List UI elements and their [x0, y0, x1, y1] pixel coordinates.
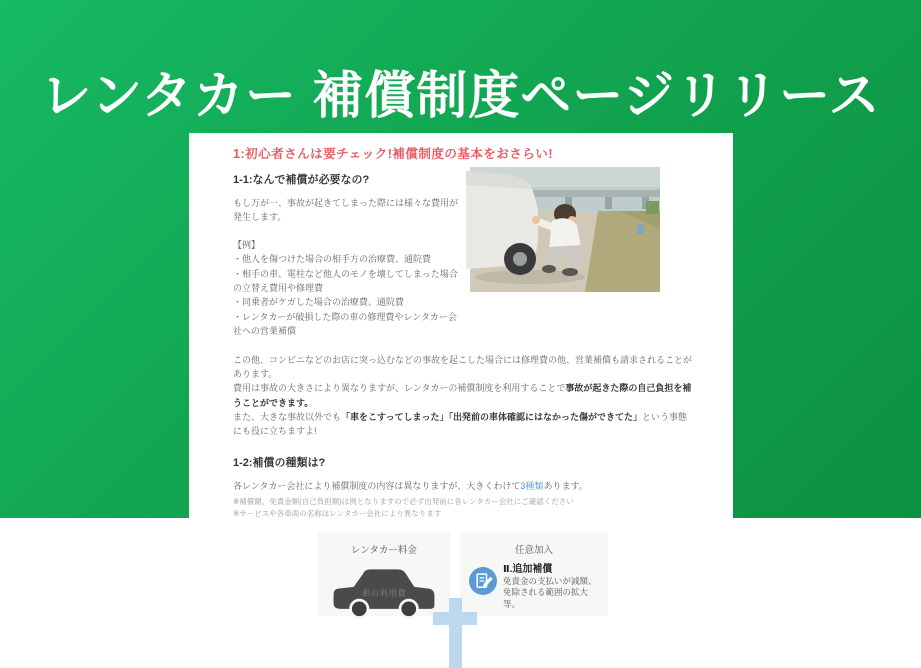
article-page [189, 133, 733, 610]
lead-text: 各レンタカー会社により補償制度の内容は異なりますが、大きくわけて [233, 480, 521, 491]
car-icon [329, 563, 439, 623]
rental-fee-title: レンタカー料金 [351, 544, 417, 556]
footer-line: という事態にも役に立ちますよ! [233, 412, 687, 437]
webpage-screenshot [189, 133, 733, 610]
example-item: ・レンタカーが破損した際の車の修理費やレンタカー会社への営業補償 [233, 311, 457, 337]
car-trouble-photo [470, 167, 660, 292]
poster-title: レンタカー 補償制度ページリリース [40, 67, 881, 124]
additional-coverage-text [503, 563, 600, 612]
subheading-1-2: 1-2:補償の種類は? [233, 456, 326, 469]
coverage-diagram [233, 532, 693, 627]
section1-footer [233, 353, 693, 439]
document-pencil-icon [469, 567, 497, 595]
example-item: ・同乗者がケガした場合の治療費、通院費 [233, 297, 404, 308]
example-block [233, 238, 465, 339]
lead-text: あります。 [543, 480, 588, 491]
additional-coverage-desc: 免責金の支払いが減額、 [503, 575, 597, 586]
section-heading: 1:初心者さんは要チェック!補償制度の基本をおさらい! [233, 147, 554, 161]
additional-coverage-item [460, 563, 608, 612]
example-item: ・他人を傷つけた場合の相手方の治療費、通院費 [233, 254, 432, 265]
optional-coverage-box [460, 532, 608, 616]
optional-coverage-title: 任意加入 [514, 544, 553, 556]
additional-coverage-desc: 免除される範囲の拡大等。 [503, 587, 589, 610]
car-usage-label: 車の利用費 [361, 587, 407, 598]
footer-bold: 「車をこすってしまった」「出発前の車体確認にはなかった傷ができてた」 [341, 412, 642, 423]
intro-column [233, 196, 465, 339]
section2-lead [233, 479, 693, 493]
note-line: ※補償額、免責金額(自己負担額)は例となりますので必ず出発前に各レンタカー会社にご確認ください [233, 497, 574, 507]
coverage-types-link[interactable]: 3種類 [520, 480, 544, 491]
note-line: ※サービスや各車両の名称はレンタカー会社により異なります [233, 508, 442, 518]
notes-block [233, 496, 693, 519]
example-item: ・相手の車、電柱など他人のモノを壊してしまった場合の立替え費用や修理費 [233, 268, 458, 293]
additional-coverage-name: Ⅱ.追加補償 [503, 563, 553, 575]
rental-fee-box [318, 532, 450, 616]
footer-line: 費用は事故の大きさにより異なりますが、レンタカーの補償制度を利用することで [233, 383, 566, 394]
footer-line: この他、コンビニなどのお店に突っ込むなどの事故を起こした場合には修理費の他、営業補償も請求されることがあります。 [233, 354, 693, 379]
footer-line: また、大きな事故以外でも [233, 412, 342, 423]
subheading-1-1: 1-1:なんで補償が必要なの? [233, 174, 370, 186]
example-label: 【例】 [233, 239, 261, 250]
intro-paragraph: もし万が一、事故が起きてしまった際には様々な費用が発生します。 [233, 198, 459, 223]
plus-icon [433, 598, 477, 668]
footer-bold: 事故が起きた際の自己負担を補うことができます。 [233, 383, 692, 408]
